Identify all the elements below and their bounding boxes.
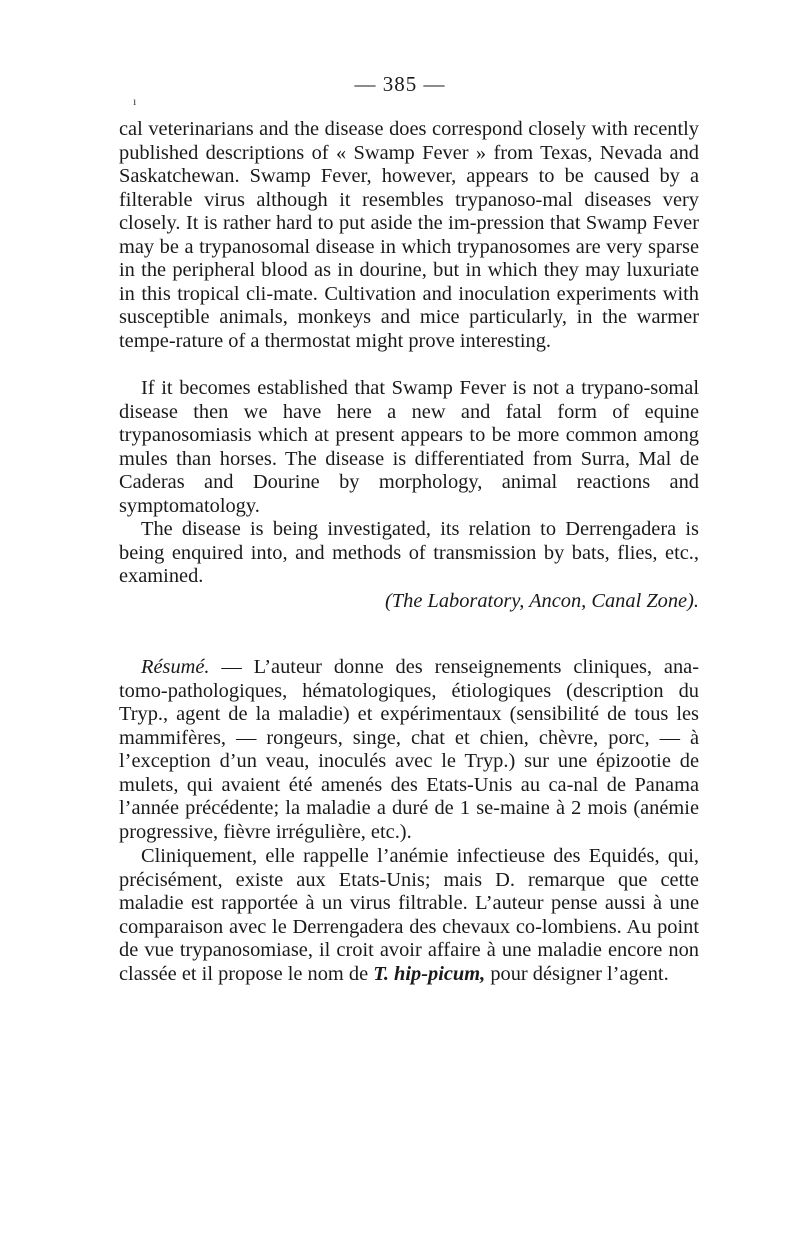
paragraph-5 <box>119 845 699 986</box>
page-number: — 385 — <box>354 72 446 96</box>
scan-artifact-mark: ı <box>133 94 137 108</box>
resume-text: — L’auteur donne des renseignements cliniques, ana-tomo-pathologiques, hématologiques, étiologiques (description du Tryp., agent de la maladie) et expérimentaux (sensibilité de tous les mammifères, — rongeurs, singe, chat et chien, chèvre, porc, — à l’exception d’un veau, inoculés avec le Tryp.) sur une épizootie de mulets, qui avaient été amenés des Etats-Unis au ca-nal de Panama l’année précédente; la maladie a duré de 1 se-maine à 2 mois (anémie progressive, fièvre irrégulière, etc.). <box>119 656 699 843</box>
paragraph-2: If it becomes established that Swamp Fever is not a trypano-somal disease then we have here a new and fatal form of equine trypanosomiasis which at present appears to be more common among mules than horses. The disease is differentiated from Surra, Mal de Caderas and Dourine by morphology, animal reactions and symptomatology. <box>119 377 699 517</box>
paragraph-5-tail: pour désigner l’agent. <box>485 962 669 985</box>
paragraph-3: The disease is being investigated, its relation to Derrengadera is being enquired into, and methods of transmission by bats, flies, etc., examined. <box>119 518 699 587</box>
paragraph-1: cal veterinarians and the disease does correspond closely with recently published descriptions of « Swamp Fever » from Texas, Nevada and Saskatchewan. Swamp Fever, however, appears to be caused by a filterable virus although it resembles trypanoso-mal diseases very closely. It is rather hard to put aside the im-pression that Swamp Fever may be a trypanosomal disease in which trypanosomes are very sparse in the peripheral blood as in dourine, but in which they may luxuriate in this tropical cli-mate. Cultivation and inoculation experiments with susceptible animals, monkeys and mice particularly, in the warmer tempe-rature of a thermostat might prove interesting. <box>119 118 699 352</box>
resume-paragraph <box>119 656 699 844</box>
paragraph-5-text: Cliniquement, elle rappelle l’anémie infectieuse des Equidés, qui, précisément, existe aux Etats-Unis; mais D. remarque que cette maladie est rapportée à un virus filtrable. L’auteur pense aussi à une comparaison avec le Derrengadera des chevaux co-lombiens. Au point de vue trypanosomiase, il croit avoir affaire à une maladie encore non classée et il propose le nom de <box>119 845 699 985</box>
resume-label: Résumé. <box>141 656 210 678</box>
source-citation: (The Laboratory, Ancon, Canal Zone). <box>385 590 699 612</box>
species-name: T. hip-picum, <box>373 962 486 985</box>
